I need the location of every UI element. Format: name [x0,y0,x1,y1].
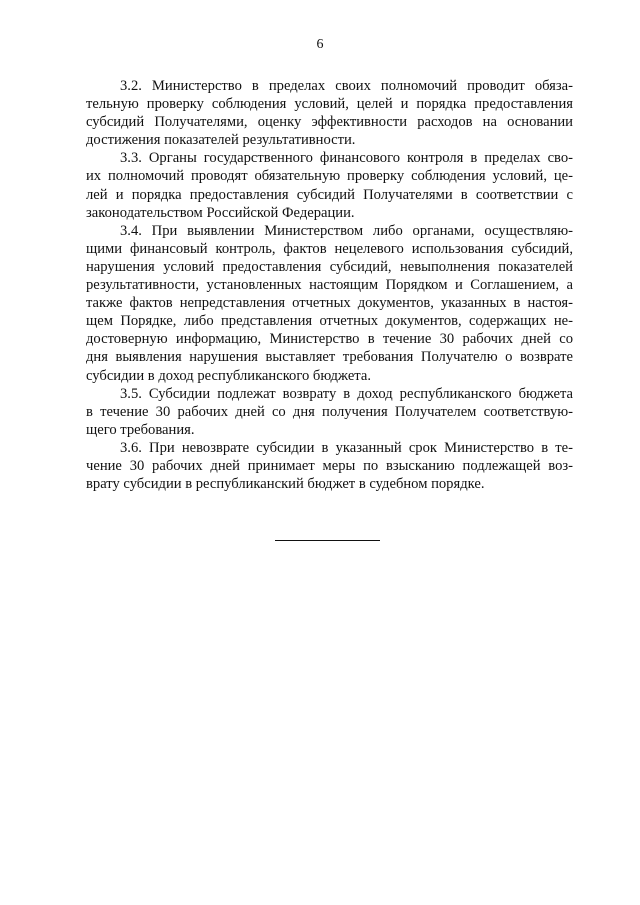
paragraph-line: щем Порядке, либо представления отчетных документов, содержащих не- [86,313,573,330]
paragraph-line: 3.5. Субсидии подлежат возврату в доход республиканского бюджета [120,385,573,402]
paragraph-line: субсидий Получателями, оценку эффективности расходов на основании [86,114,573,131]
paragraph-line: их полномочий проводят обязательную проверку соблюдения условий, це- [86,168,573,185]
paragraph-line: 3.2. Министерство в пределах своих полномочий проводит обяза- [120,78,573,94]
paragraph-line: в течение 30 рабочих дней со дня получения Получателем соответствую- [86,403,573,420]
paragraph [86,222,573,385]
paragraph-line: лей и порядка предоставления субсидий Получателями в соответствии с [86,186,573,203]
paragraph-line: результативности, установленных настоящим Порядком и Соглашением, а [86,277,573,294]
paragraph-line: 3.3. Органы государственного финансового контроля в пределах сво- [120,150,573,167]
paragraph-line: врату субсидии в республиканский бюджет в судебном порядке. [86,476,485,493]
paragraph [86,149,573,221]
paragraph-line: достоверную информацию, Министерство в течение 30 рабочих дней со [86,331,573,348]
paragraph [86,439,573,493]
paragraph-line: 3.6. При невозврате субсидии в указанный срок Министерство в те- [120,439,573,456]
paragraph [86,77,573,149]
document-body [86,77,573,493]
paragraph-line: дня выявления нарушения выставляет требования Получателю о возврате [86,349,573,366]
paragraph-line: чение 30 рабочих дней принимает меры по взысканию подлежащей воз- [86,457,573,474]
end-of-document-rule [275,540,380,541]
paragraph-line: нарушения условий предоставления субсидий, невыполнения показателей [86,258,573,275]
paragraph-line: достижения показателей результативности. [86,132,356,149]
paragraph-line: также фактов непредставления отчетных документов, указанных в настоя- [86,295,573,312]
paragraph-line: субсидии в доход республиканского бюджета. [86,367,371,384]
paragraph-line: законодательством Российской Федерации. [86,204,355,221]
paragraph-line: 3.4. При выявлении Министерством либо органами, осуществляю- [120,222,573,239]
paragraph-line: щего требования. [86,421,195,438]
page-number: 6 [316,37,324,52]
paragraph-line: тельную проверку соблюдения условий, целей и порядка предоставления [86,96,573,113]
paragraph-line: щими финансовый контроль, фактов нецелевого использования субсидий, [86,240,573,257]
paragraph [86,385,573,439]
